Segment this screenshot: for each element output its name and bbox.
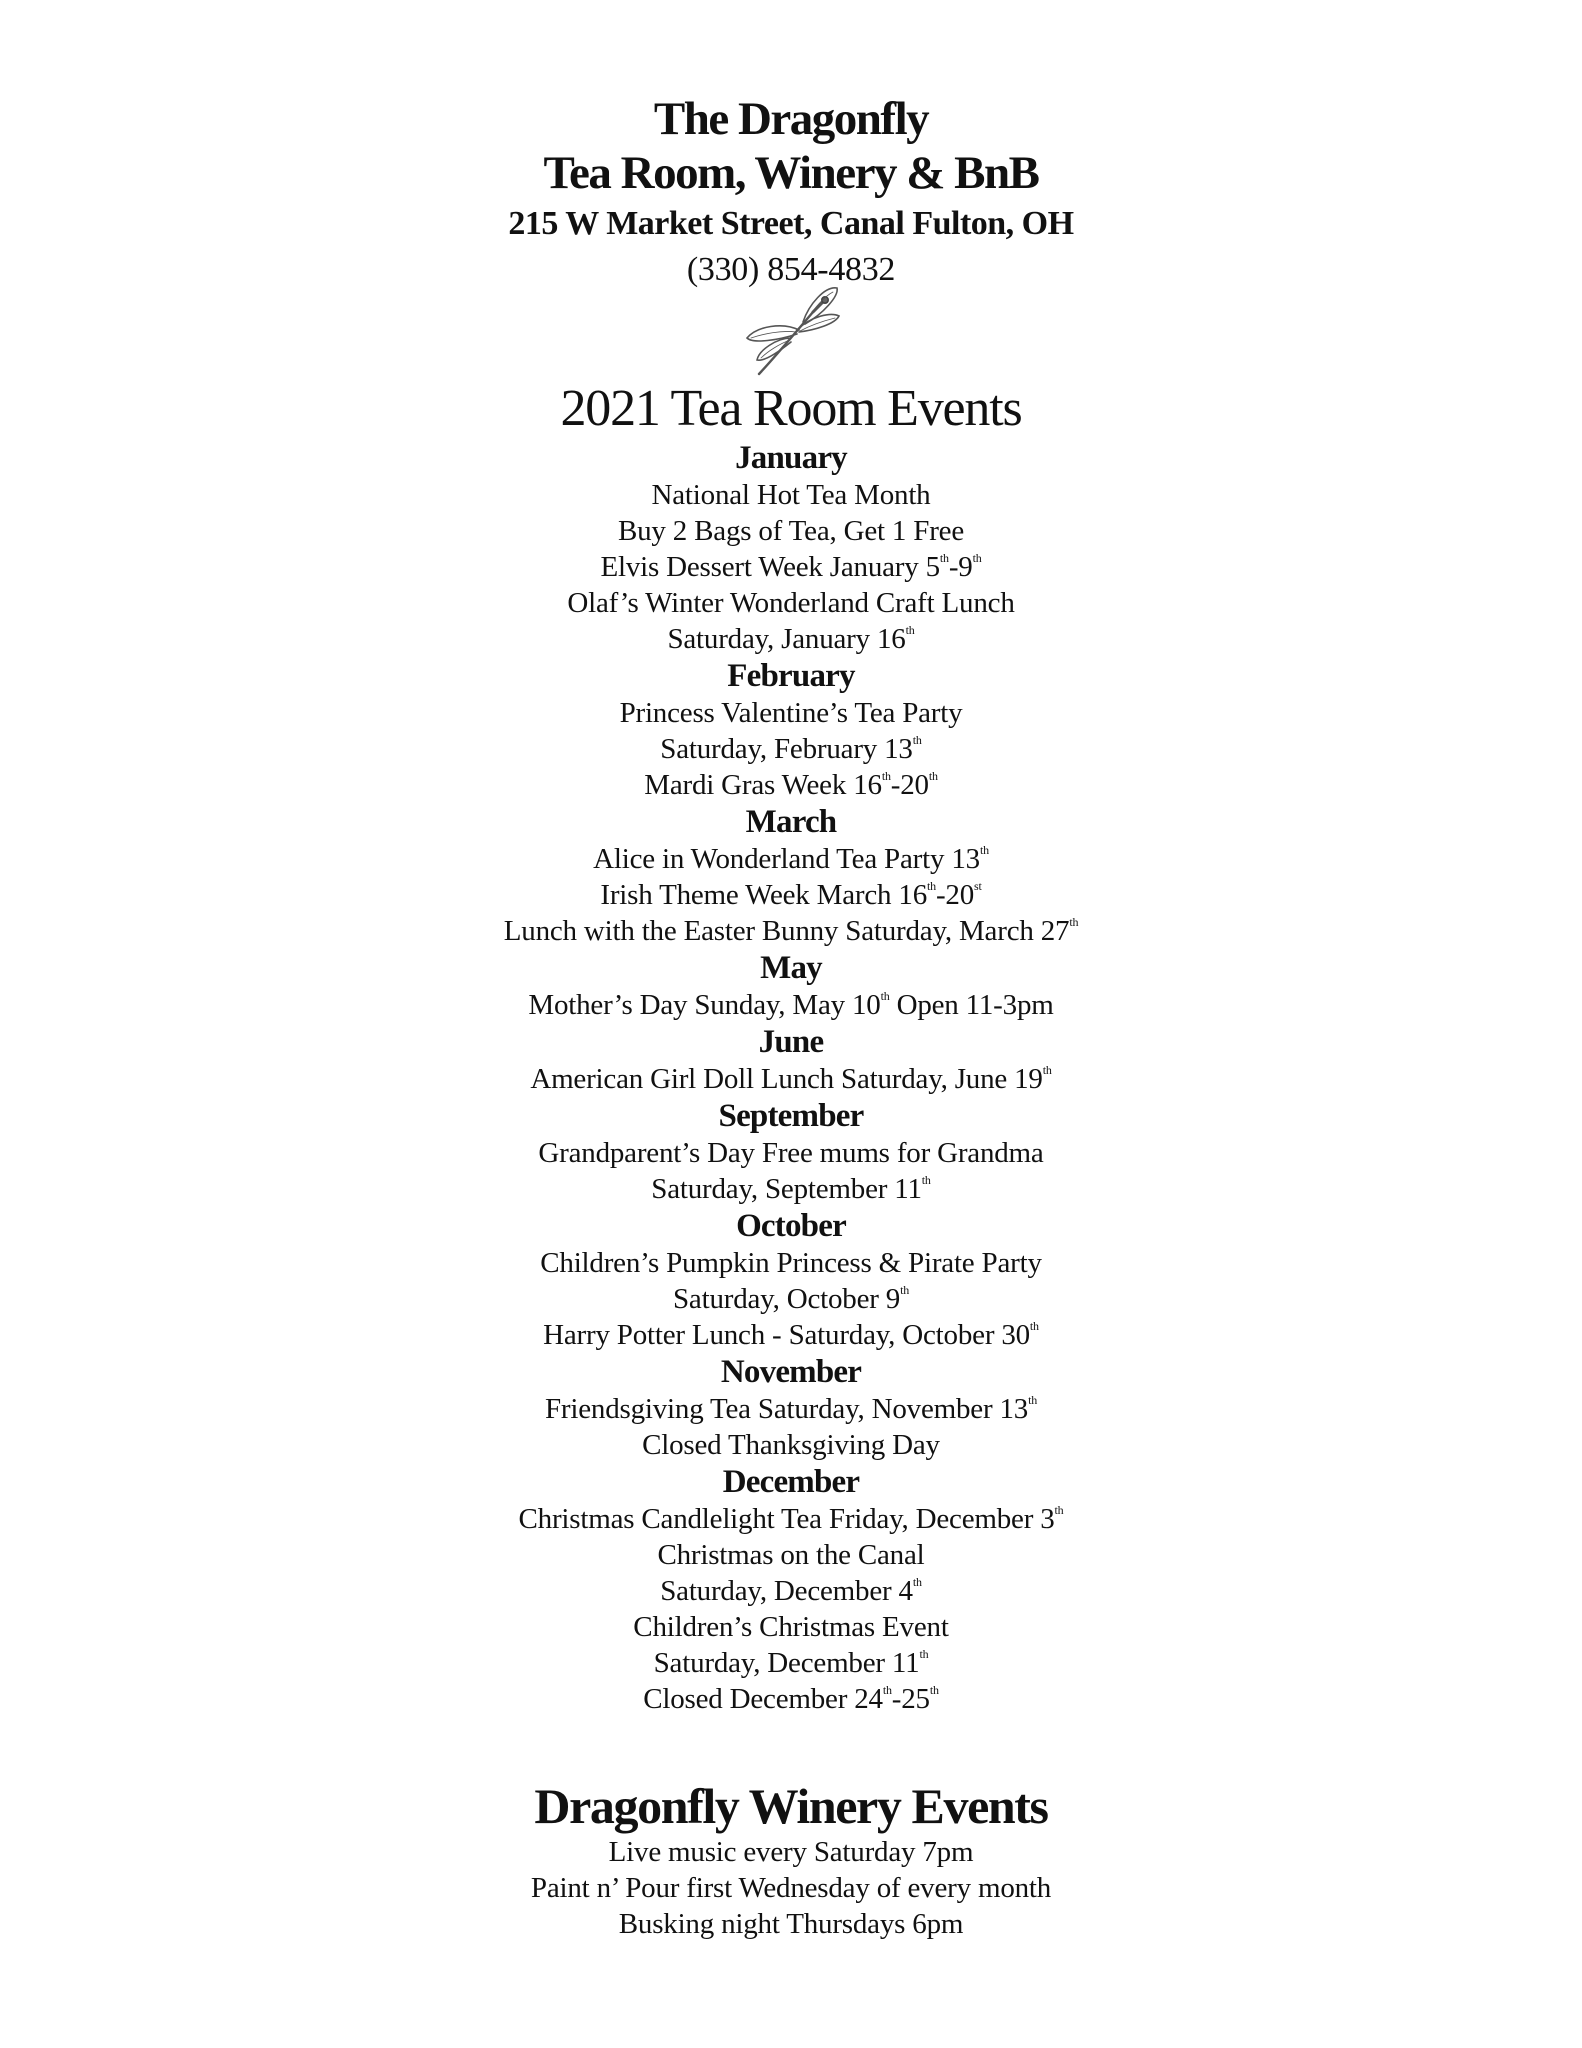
event-text: -25 — [891, 1683, 930, 1715]
tea-room-title: 2021 Tea Room Events — [560, 380, 1022, 437]
month-heading: March — [745, 804, 837, 840]
ordinal-suffix: th — [912, 1575, 922, 1589]
month-heading: October — [736, 1208, 846, 1244]
ordinal-suffix: th — [880, 989, 890, 1003]
event-text: Saturday, October 9 — [673, 1283, 901, 1315]
event-text: Lunch with the Easter Bunny Saturday, March 27 — [503, 915, 1070, 947]
month-heading: June — [758, 1024, 824, 1060]
event-text: Mother’s Day Sunday, May 10 — [528, 989, 881, 1021]
ordinal-suffix: th — [972, 551, 982, 565]
event-text: Saturday, February 13 — [660, 733, 913, 765]
month-heading: May — [760, 950, 822, 986]
ordinal-suffix: th — [900, 1283, 909, 1297]
ordinal-suffix: th — [921, 1173, 931, 1187]
ordinal-suffix: th — [1069, 915, 1079, 929]
event-line: Children’s Christmas Event — [633, 1611, 949, 1643]
event-text: Saturday, December 4 — [660, 1575, 913, 1607]
ordinal-suffix: th — [912, 733, 922, 747]
business-name-line1: The Dragonfly — [653, 93, 929, 145]
ordinal-suffix: th — [1042, 1063, 1052, 1077]
ordinal-suffix: th — [882, 1683, 892, 1697]
ordinal-suffix: th — [1054, 1503, 1064, 1517]
month-section — [0, 1353, 1582, 1463]
event-line — [0, 1573, 1582, 1609]
month-section — [0, 657, 1582, 803]
winery-line: Live music every Saturday 7pm — [608, 1836, 974, 1868]
tea-room-months — [0, 439, 1582, 1717]
month-heading: December — [722, 1464, 860, 1500]
month-section — [0, 803, 1582, 949]
month-heading: November — [720, 1354, 862, 1390]
event-text: Friendsgiving Tea Saturday, November 13 — [544, 1393, 1029, 1425]
event-line: Princess Valentine’s Tea Party — [619, 697, 963, 729]
event-line: Closed Thanksgiving Day — [642, 1429, 940, 1461]
event-text: Saturday, December 11 — [653, 1647, 920, 1679]
month-heading: September — [718, 1098, 864, 1134]
event-line — [0, 731, 1582, 767]
event-text: Irish Theme Week March 16 — [600, 879, 927, 911]
ordinal-suffix: th — [939, 551, 949, 565]
ordinal-suffix: th — [905, 623, 915, 637]
month-section — [0, 1023, 1582, 1097]
event-text: Harry Potter Lunch - Saturday, October 30 — [543, 1319, 1030, 1351]
event-line — [0, 549, 1582, 585]
event-line — [0, 1171, 1582, 1207]
ordinal-suffix: th — [919, 1647, 929, 1661]
event-line — [0, 1391, 1582, 1427]
event-line — [0, 1317, 1582, 1353]
winery-line: Busking night Thursdays 6pm — [618, 1908, 964, 1940]
event-line: Olaf’s Winter Wonderland Craft Lunch — [567, 587, 1015, 619]
event-line: Grandparent’s Day Free mums for Grandma — [538, 1137, 1044, 1169]
event-line: National Hot Tea Month — [651, 479, 931, 511]
dragonfly-icon — [739, 282, 843, 380]
tea-room-events — [0, 379, 1582, 1717]
month-heading: February — [727, 658, 855, 694]
event-text: Christmas Candlelight Tea Friday, December 3 — [518, 1503, 1055, 1535]
business-header — [0, 92, 1582, 293]
month-section — [0, 1463, 1582, 1717]
winery-title: Dragonfly Winery Events — [534, 1778, 1048, 1834]
ordinal-suffix: th — [928, 769, 938, 783]
ordinal-suffix: th — [1028, 1393, 1037, 1407]
event-text: Closed December 24 — [643, 1683, 883, 1715]
event-text: Mardi Gras Week 16 — [644, 769, 882, 801]
event-text: American Girl Doll Lunch Saturday, June 19 — [530, 1063, 1043, 1095]
event-line: Buy 2 Bags of Tea, Get 1 Free — [617, 515, 964, 547]
ordinal-suffix: st — [974, 879, 982, 893]
month-section — [0, 1097, 1582, 1207]
event-text: Alice in Wonderland Tea Party 13 — [593, 843, 980, 875]
business-phone: (330) 854-4832 — [686, 251, 896, 288]
event-line — [0, 877, 1582, 913]
event-text: -9 — [948, 551, 973, 583]
event-line — [0, 767, 1582, 803]
ordinal-suffix: th — [881, 769, 891, 783]
event-line: Christmas on the Canal — [657, 1539, 925, 1571]
event-text: Elvis Dessert Week January 5 — [600, 551, 940, 583]
event-line — [0, 987, 1582, 1023]
month-heading: January — [735, 440, 847, 476]
winery-events — [0, 1778, 1582, 1942]
event-line — [0, 621, 1582, 657]
event-line — [0, 1645, 1582, 1681]
business-address: 215 W Market Street, Canal Fulton, OH — [508, 205, 1074, 242]
ordinal-suffix: th — [979, 843, 989, 857]
month-section — [0, 1207, 1582, 1353]
event-line — [0, 1281, 1582, 1317]
event-text: Open 11-3pm — [889, 989, 1054, 1021]
event-line: Children’s Pumpkin Princess & Pirate Party — [540, 1247, 1042, 1279]
event-line — [0, 1681, 1582, 1717]
event-text: Saturday, January 16 — [667, 623, 906, 655]
month-section — [0, 949, 1582, 1023]
event-line — [0, 841, 1582, 877]
event-line — [0, 1061, 1582, 1097]
event-line — [0, 1501, 1582, 1537]
ordinal-suffix: th — [1029, 1319, 1039, 1333]
event-text: Saturday, September 11 — [651, 1173, 922, 1205]
month-section — [0, 439, 1582, 657]
event-text: -20 — [890, 769, 929, 801]
business-name-line2: Tea Room, Winery & BnB — [543, 147, 1039, 199]
ordinal-suffix: th — [929, 1683, 939, 1697]
event-line — [0, 913, 1582, 949]
ordinal-suffix: th — [927, 879, 936, 893]
event-text: -20 — [935, 879, 974, 911]
winery-line: Paint n’ Pour first Wednesday of every month — [530, 1872, 1052, 1904]
